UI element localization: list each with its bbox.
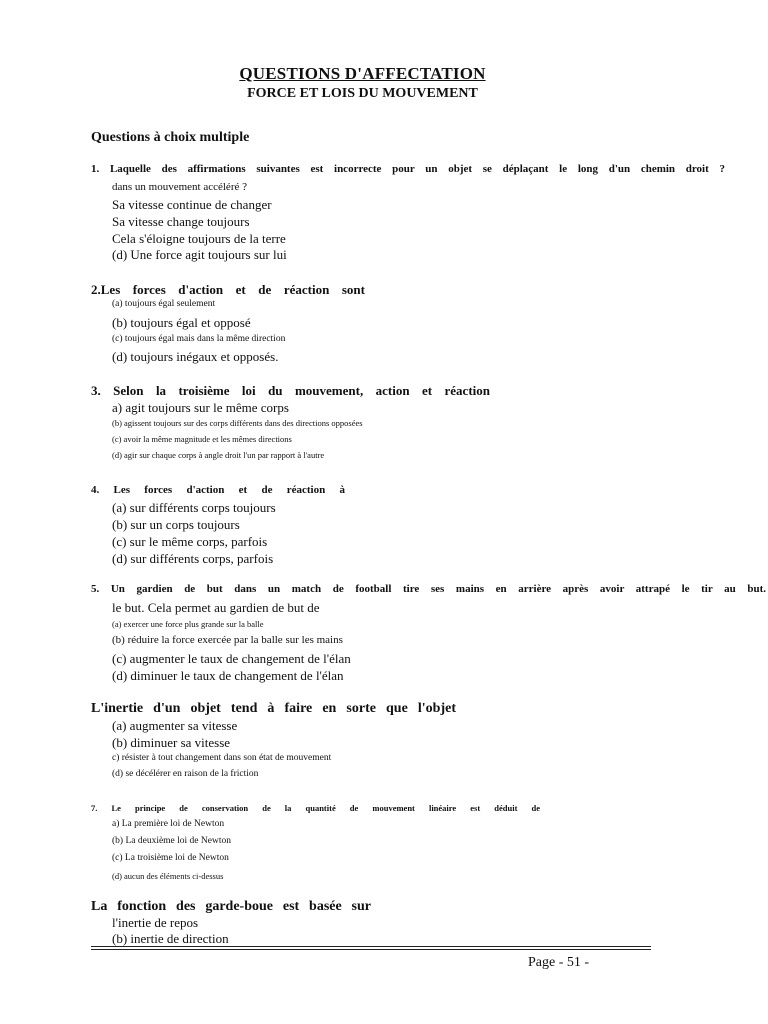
question-6: L'inertie d'un objet tend à faire en sorte que l'objet xyxy=(91,701,456,716)
question-6-option-d: (d) se décélérer en raison de la friction xyxy=(112,769,259,779)
question-3-option-d: (d) agir sur chaque corps à angle droit l'un par rapport à l'autre xyxy=(112,450,325,460)
question-4-option-a: (a) sur différents corps toujours xyxy=(112,500,276,515)
question-7-option-c: (c) La troisième loi de Newton xyxy=(112,853,229,863)
question-7-option-a: a) La première loi de Newton xyxy=(112,819,225,829)
question-1-option-3: Sa vitesse change toujours xyxy=(112,214,250,229)
question-5-option-c: (c) augmenter le taux de changement de l'élan xyxy=(112,651,351,666)
section-heading: Questions à choix multiple xyxy=(91,130,250,145)
question-5-option-b: (b) réduire la force exercée par la balle sur les mains xyxy=(112,634,343,646)
question-5: 5. Un gardien de but dans un match de football tire ses mains en arrière après avoir attrapé le tir au but. xyxy=(91,583,766,595)
question-4-option-d: (d) sur différents corps, parfois xyxy=(112,551,274,566)
question-1-option-2: Sa vitesse continue de changer xyxy=(112,197,272,212)
page-title: QUESTIONS D'AFFECTATION xyxy=(239,64,486,83)
question-5-option-a: (a) exercer une force plus grande sur la balle xyxy=(112,619,264,629)
question-5-option-1: le but. Cela permet au gardien de but de xyxy=(112,600,320,615)
page-number: Page - 51 - xyxy=(528,955,590,970)
question-2-option-c: (c) toujours égal mais dans la même direction xyxy=(112,334,286,344)
question-1: 1. Laquelle des affirmations suivantes est incorrecte pour un objet se déplaçant le long d'un chemin droit ? xyxy=(91,163,725,175)
question-7: 7. Le principe de conservation de la quantité de mouvement linéaire est déduit de xyxy=(91,803,540,813)
question-1-option-5: (d) Une force agit toujours sur lui xyxy=(112,247,287,262)
question-3-option-c: (c) avoir la même magnitude et les mêmes directions xyxy=(112,434,292,444)
question-8-option-1: l'inertie de repos xyxy=(112,915,199,930)
question-8-option-b: (b) inertie de direction xyxy=(112,931,229,946)
question-6-option-b: (b) diminuer sa vitesse xyxy=(112,735,231,750)
question-5-option-d: (d) diminuer le taux de changement de l'élan xyxy=(112,668,344,683)
question-7-option-b: (b) La deuxième loi de Newton xyxy=(112,836,231,846)
question-7-option-d: (d) aucun des éléments ci-dessus xyxy=(112,871,224,881)
footer-rule xyxy=(91,946,651,950)
question-4-option-b: (b) sur un corps toujours xyxy=(112,517,240,532)
question-3-option-a: a) agit toujours sur le même corps xyxy=(112,400,289,415)
question-6-option-c: c) résister à tout changement dans son état de mouvement xyxy=(112,753,332,763)
question-2-option-d: (d) toujours inégaux et opposés. xyxy=(112,349,279,364)
question-2-option-b: (b) toujours égal et opposé xyxy=(112,315,251,330)
question-2-option-a: (a) toujours égal seulement xyxy=(112,299,216,309)
question-2: 2.Les forces d'action et de réaction sont xyxy=(91,282,365,297)
question-3-option-b: (b) agissent toujours sur des corps différents dans des directions opposées xyxy=(112,418,363,428)
question-8: La fonction des garde-boue est basée sur xyxy=(91,899,371,914)
question-4: 4. Les forces d'action et de réaction à xyxy=(91,484,345,496)
page-subtitle: FORCE ET LOIS DU MOUVEMENT xyxy=(247,86,478,101)
question-3: 3. Selon la troisième loi du mouvement, action et réaction xyxy=(91,383,490,398)
question-4-option-c: (c) sur le même corps, parfois xyxy=(112,534,268,549)
question-1-option-4: Cela s'éloigne toujours de la terre xyxy=(112,231,286,246)
question-6-option-a: (a) augmenter sa vitesse xyxy=(112,718,238,733)
question-1-option-1: dans un mouvement accéléré ? xyxy=(112,181,247,193)
